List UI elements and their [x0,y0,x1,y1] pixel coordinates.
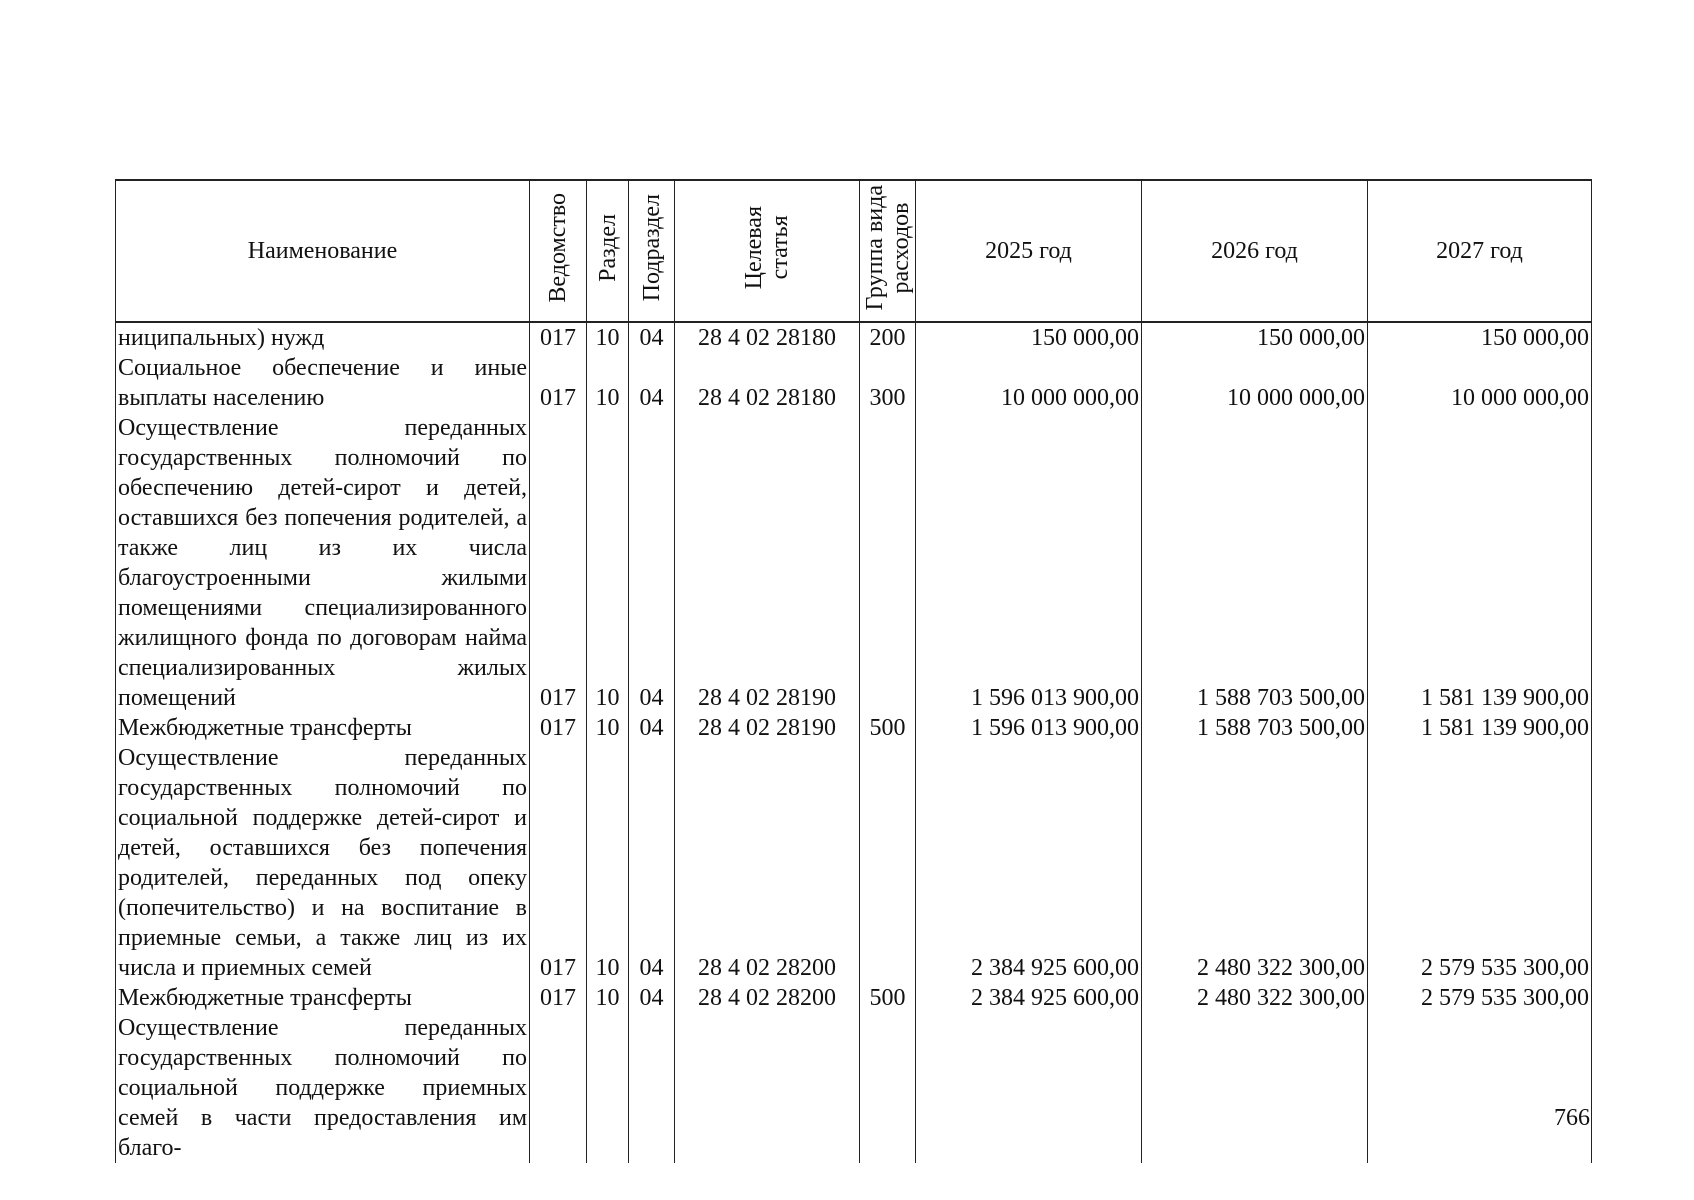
table-header [116,180,1592,322]
row-razdel: 10 [587,353,629,413]
row-gruppa [860,413,916,713]
row-tselevaya: 28 4 02 28200 [675,743,860,983]
row-razdel: 10 [587,743,629,983]
row-2026: 2 480 322 300,00 [1142,983,1368,1013]
page-number: 766 [1554,1105,1590,1131]
header-name: Наименование [116,180,530,322]
header-2025: 2025 год [916,180,1142,322]
row-name: Межбюджетные трансферты [116,713,530,743]
row-2027: 2 579 535 300,00 [1368,743,1592,983]
row-tselevaya [675,1013,860,1163]
row-podrazdel: 04 [629,743,675,983]
header-tselevaya: Целевая статья [675,180,860,322]
row-2025: 1 596 013 900,00 [916,413,1142,713]
header-2027: 2027 год [1368,180,1592,322]
row-gruppa: 500 [860,713,916,743]
row-2026: 1 588 703 500,00 [1142,413,1368,713]
row-2025: 2 384 925 600,00 [916,983,1142,1013]
row-2027: 2 579 535 300,00 [1368,983,1592,1013]
row-gruppa [860,743,916,983]
row-podrazdel [629,1013,675,1163]
row-podrazdel: 04 [629,353,675,413]
row-podrazdel: 04 [629,713,675,743]
row-podrazdel: 04 [629,322,675,353]
row-vedomstvo: 017 [530,713,587,743]
header-gruppa: Группа вида расходов [860,180,916,322]
row-vedomstvo [530,1013,587,1163]
header-2026: 2026 год [1142,180,1368,322]
row-name: Осуществление переданных государственных полномочий по социальной поддержке детей-сирот и детей, оставшихся без попечения родителей, переданных под опеку (попечительство) и на воспитание в приемные семьи, а также лиц из их числа и приемных семей [116,743,530,983]
row-2027: 150 000,00 [1368,322,1592,353]
header-vedomstvo: Ведомство [530,180,587,322]
row-2026: 10 000 000,00 [1142,353,1368,413]
row-razdel: 10 [587,713,629,743]
header-razdel: Раздел [587,180,629,322]
table-row [116,713,1592,743]
table-row [116,983,1592,1013]
table-row [116,353,1592,413]
row-gruppa: 200 [860,322,916,353]
row-podrazdel: 04 [629,413,675,713]
row-2025: 10 000 000,00 [916,353,1142,413]
row-2025: 2 384 925 600,00 [916,743,1142,983]
header-row [116,180,1592,322]
row-2026: 2 480 322 300,00 [1142,743,1368,983]
row-2027: 1 581 139 900,00 [1368,413,1592,713]
row-vedomstvo: 017 [530,322,587,353]
row-tselevaya: 28 4 02 28190 [675,713,860,743]
row-vedomstvo: 017 [530,413,587,713]
table-row [116,1013,1592,1163]
row-razdel: 10 [587,413,629,713]
row-tselevaya: 28 4 02 28200 [675,983,860,1013]
row-name: Социальное обеспечение и иные выплаты населению [116,353,530,413]
row-vedomstvo: 017 [530,983,587,1013]
row-tselevaya: 28 4 02 28180 [675,353,860,413]
table-body [116,322,1592,1163]
row-2027: 10 000 000,00 [1368,353,1592,413]
row-2027 [1368,1013,1592,1163]
table-row [116,743,1592,983]
row-2027: 1 581 139 900,00 [1368,713,1592,743]
row-podrazdel: 04 [629,983,675,1013]
row-gruppa [860,1013,916,1163]
row-razdel: 10 [587,322,629,353]
table-row [116,413,1592,713]
row-tselevaya: 28 4 02 28190 [675,413,860,713]
row-name: Осуществление переданных государственных полномочий по обеспечению детей-сирот и детей, оставшихся без попечения родителей, а также лиц из их числа благоустроенными жилыми помещениями специализированного жилищного фонда по договорам найма специализированных жилых помещений [116,413,530,713]
table-row [116,322,1592,353]
row-razdel: 10 [587,983,629,1013]
row-2025: 150 000,00 [916,322,1142,353]
row-vedomstvo: 017 [530,743,587,983]
row-2026: 150 000,00 [1142,322,1368,353]
row-2025: 1 596 013 900,00 [916,713,1142,743]
row-2026 [1142,1013,1368,1163]
header-podrazdel: Подраздел [629,180,675,322]
budget-table [115,179,1592,1163]
row-gruppa: 300 [860,353,916,413]
row-name: Межбюджетные трансферты [116,983,530,1013]
row-name: ниципальных) нужд [116,322,530,353]
row-razdel [587,1013,629,1163]
row-2026: 1 588 703 500,00 [1142,713,1368,743]
row-gruppa: 500 [860,983,916,1013]
row-name: Осуществление переданных государственных полномочий по социальной поддержке приемных семей в части предоставления им благо- [116,1013,530,1163]
row-2025 [916,1013,1142,1163]
row-tselevaya: 28 4 02 28180 [675,322,860,353]
row-vedomstvo: 017 [530,353,587,413]
